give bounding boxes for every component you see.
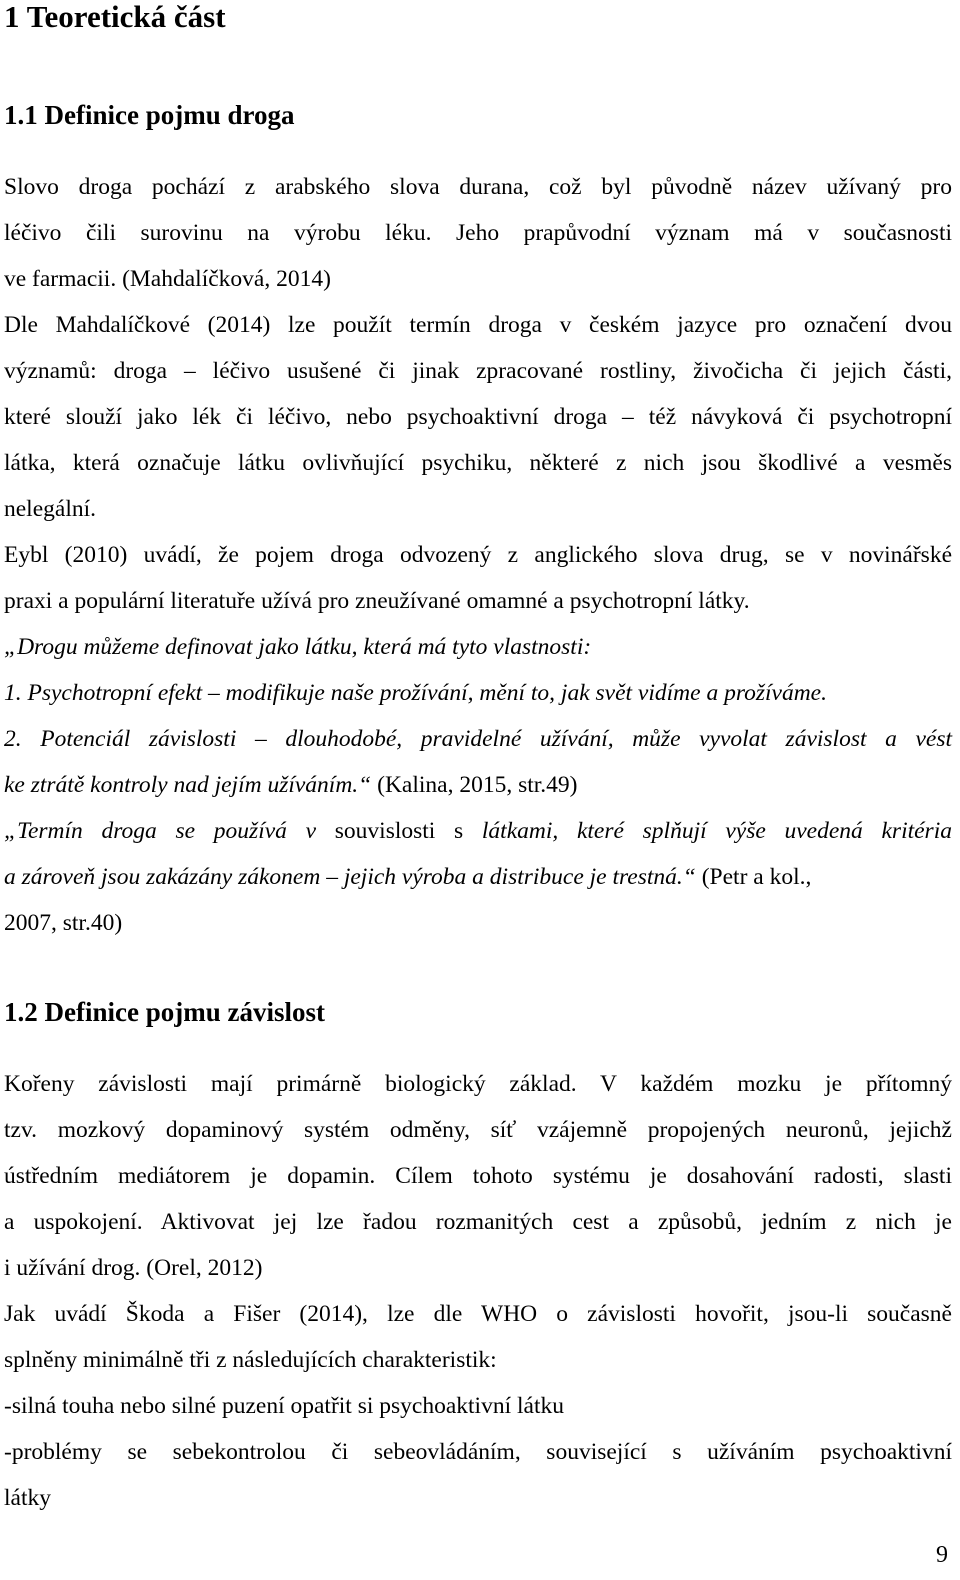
paragraph-line: látka, která označuje látku ovlivňující psychiku, některé z nich jsou škodlivé a vesměs <box>4 450 952 476</box>
paragraph-line: i užívání drog. (Orel, 2012) <box>4 1255 263 1281</box>
quote-item-1: 1. Psychotropní efekt – modifikuje naše prožívání, mění to, jak svět vidíme a prožíváme. <box>4 680 827 706</box>
paragraph-line: Slovo droga pochází z arabského slova durana, což byl původně název užívaný pro <box>4 174 952 200</box>
paragraph-line: Kořeny závislosti mají primárně biologický základ. V každém mozku je přítomný <box>4 1071 952 1097</box>
paragraph-line: Dle Mahdalíčkové (2014) lze použít termín droga v českém jazyce pro označení dvou <box>4 312 952 338</box>
list-item-continuation: látky <box>4 1485 51 1511</box>
chapter-heading: 1 Teoretická část <box>4 0 226 34</box>
quote-text: a zároveň jsou zakázány zákonem – jejich výroba a distribuce je trestná.“ <box>4 864 696 890</box>
quote-2-line <box>4 862 952 892</box>
list-item: -problémy se sebekontrolou či sebeovládáním, související s užíváním psychoaktivní <box>4 1439 952 1465</box>
citation: (Petr a kol., <box>695 864 812 890</box>
section-heading-1-1: 1.1 Definice pojmu droga <box>4 100 295 130</box>
paragraph-line: praxi a populární literatuře užívá pro zneužívané omamné a psychotropní látky. <box>4 588 750 614</box>
quote-plain: souvislosti s <box>334 818 482 844</box>
quote-item-2-end <box>4 770 952 800</box>
quote-text: „Termín droga se používá v <box>4 818 335 844</box>
quote-intro: „Drogu můžeme definovat jako látku, která má tyto vlastnosti: <box>4 634 592 660</box>
paragraph-line: tzv. mozkový dopaminový systém odměny, síť vzájemně propojených neuronů, jejichž <box>4 1117 952 1143</box>
paragraph-line: a uspokojení. Aktivovat jej lze řadou rozmanitých cest a způsobů, jedním z nich je <box>4 1209 952 1235</box>
paragraph-line: Jak uvádí Škoda a Fišer (2014), lze dle WHO o závislosti hovořit, jsou-li současně <box>4 1301 952 1327</box>
citation-end: 2007, str.40) <box>4 910 123 936</box>
citation: (Kalina, 2015, str.49) <box>371 772 578 798</box>
list-item: -silná touha nebo silné puzení opatřit si psychoaktivní látku <box>4 1393 564 1419</box>
quote-text: látkami, které splňují výše uvedená kritéria <box>481 818 952 844</box>
section-heading-1-2: 1.2 Definice pojmu závislost <box>4 997 325 1027</box>
paragraph-line: nelegální. <box>4 496 97 522</box>
paragraph-line: které slouží jako lék či léčivo, nebo psychoaktivní droga – též návyková či psychotropní <box>4 404 952 430</box>
paragraph-line: ústředním mediátorem je dopamin. Cílem tohoto systému je dosahování radosti, slasti <box>4 1163 952 1189</box>
paragraph-line: léčivo čili surovinu na výrobu léku. Jeho prapůvodní význam má v současnosti <box>4 220 952 246</box>
page-number: 9 <box>936 1542 948 1568</box>
quote-item-2: 2. Potenciál závislosti – dlouhodobé, pravidelné užívání, může vyvolat závislost a vést <box>4 726 952 752</box>
paragraph-line: splněny minimálně tři z následujících charakteristik: <box>4 1347 497 1373</box>
paragraph-line: významů: droga – léčivo usušené či jinak zpracované rostliny, živočicha či jejich části, <box>4 358 952 384</box>
quote-2-line <box>4 816 952 846</box>
paragraph-line: Eybl (2010) uvádí, že pojem droga odvozený z anglického slova drug, se v novinářské <box>4 542 952 568</box>
paragraph-line: ve farmacii. (Mahdalíčková, 2014) <box>4 266 331 292</box>
quote-text: ke ztrátě kontroly nad jejím užíváním.“ <box>4 772 372 798</box>
